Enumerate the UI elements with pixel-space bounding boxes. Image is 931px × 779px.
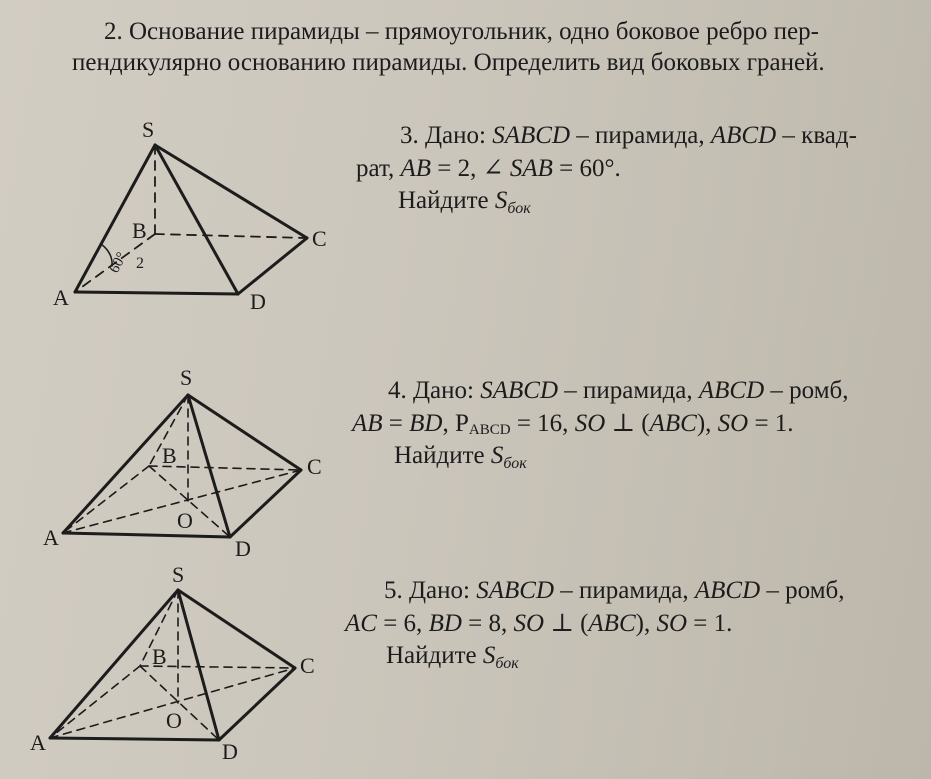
edge-SD	[188, 395, 230, 537]
text: = 1.	[748, 410, 794, 437]
math-var: ABCD	[694, 577, 761, 604]
center-label-O: O	[177, 508, 193, 533]
edge-AD	[50, 738, 219, 740]
text: = 2, ∠	[431, 155, 510, 182]
edge-SC	[188, 395, 301, 470]
subscript: бок	[503, 455, 527, 472]
problem-2-text-1: 2. Основание пирамиды – прямоугольник, одно боковое ребро пер-	[104, 18, 819, 45]
vertex-label-B: B	[152, 644, 167, 669]
subscript: бок	[495, 655, 519, 672]
edge-DC	[230, 470, 301, 537]
vertex-label-A: A	[53, 285, 69, 310]
pyramid-figure-1-labels	[53, 117, 327, 314]
text: – пирамида,	[558, 377, 699, 404]
math-var: SO	[717, 410, 749, 437]
pyramid-figure-2-labels	[43, 365, 322, 561]
vertex-label-C: C	[300, 653, 315, 678]
vertex-label-C: C	[307, 454, 322, 479]
vertex-label-B: B	[132, 218, 147, 243]
pyramid-figure-1	[75, 145, 307, 294]
math-var: ABCD	[710, 122, 777, 149]
text: =	[382, 410, 410, 437]
math-var: ABC	[588, 610, 636, 637]
math-var: S	[494, 187, 508, 214]
math-var: SO	[656, 610, 688, 637]
text: = 60°.	[552, 155, 621, 182]
angle-label: 60°	[106, 249, 131, 276]
text: – квад-	[776, 122, 857, 149]
text: Найдите	[394, 442, 491, 469]
text: = 8,	[461, 610, 514, 637]
text: , P	[442, 410, 469, 437]
hidden-edge-BC	[155, 234, 307, 238]
vertex-label-C: C	[312, 226, 327, 251]
text: 5. Дано:	[384, 577, 477, 604]
math-var: BD	[409, 410, 443, 437]
text: 3. Дано:	[400, 122, 493, 149]
edge-SC	[155, 145, 307, 238]
vertex-label-D: D	[235, 536, 251, 561]
subscript: ABCD	[468, 422, 511, 438]
math-var: BD	[428, 610, 462, 637]
text: = 1.	[687, 610, 733, 637]
text: рат,	[356, 155, 401, 182]
text: = 16,	[510, 410, 575, 437]
center-label-O: O	[166, 708, 182, 733]
pyramid-figure-3-labels	[30, 562, 315, 764]
vertex-label-A: A	[30, 730, 46, 755]
hidden-edge-BA	[50, 666, 140, 738]
vertex-label-S: S	[142, 117, 155, 142]
math-var: SABCD	[492, 122, 571, 149]
vertex-label-D: D	[222, 739, 238, 764]
text: Найдите	[386, 642, 483, 669]
text: ),	[696, 410, 718, 437]
text: Найдите	[398, 187, 495, 214]
text: 4. Дано:	[388, 377, 481, 404]
length-label: 2	[136, 255, 144, 272]
math-var: SABCD	[476, 577, 555, 604]
math-var: AB	[400, 155, 432, 182]
problem-2-text-2: пендикулярно основанию пирамиды. Определить вид боковых граней.	[72, 49, 825, 76]
text: ⊥ (	[544, 610, 589, 637]
text: – ромб,	[764, 377, 849, 404]
math-var: SO	[574, 410, 606, 437]
edge-AD	[63, 533, 230, 537]
math-var: SABCD	[480, 377, 559, 404]
edge-AD	[75, 292, 238, 294]
edge-SD	[155, 145, 238, 294]
vertex-label-D: D	[250, 289, 266, 314]
vertex-label-S: S	[172, 562, 185, 587]
vertex-label-S: S	[180, 365, 193, 390]
text: – пирамида,	[570, 122, 711, 149]
math-var: AC	[345, 610, 377, 637]
edge-DC	[238, 238, 307, 294]
text: ),	[635, 610, 657, 637]
math-var: SO	[513, 610, 545, 637]
text: = 6,	[376, 610, 429, 637]
math-var: SAB	[509, 155, 553, 182]
subscript: бок	[507, 200, 531, 217]
hidden-edge-BA	[63, 466, 149, 533]
math-var: ABCD	[698, 377, 765, 404]
vertex-label-A: A	[43, 525, 59, 550]
math-var: S	[490, 442, 504, 469]
text: ⊥ (	[605, 410, 650, 437]
text: – ромб,	[760, 577, 845, 604]
vertex-label-B: B	[162, 443, 177, 468]
math-var: ABC	[649, 410, 697, 437]
math-var: S	[482, 642, 496, 669]
text: – пирамида,	[554, 577, 695, 604]
math-var: AB	[352, 410, 383, 437]
